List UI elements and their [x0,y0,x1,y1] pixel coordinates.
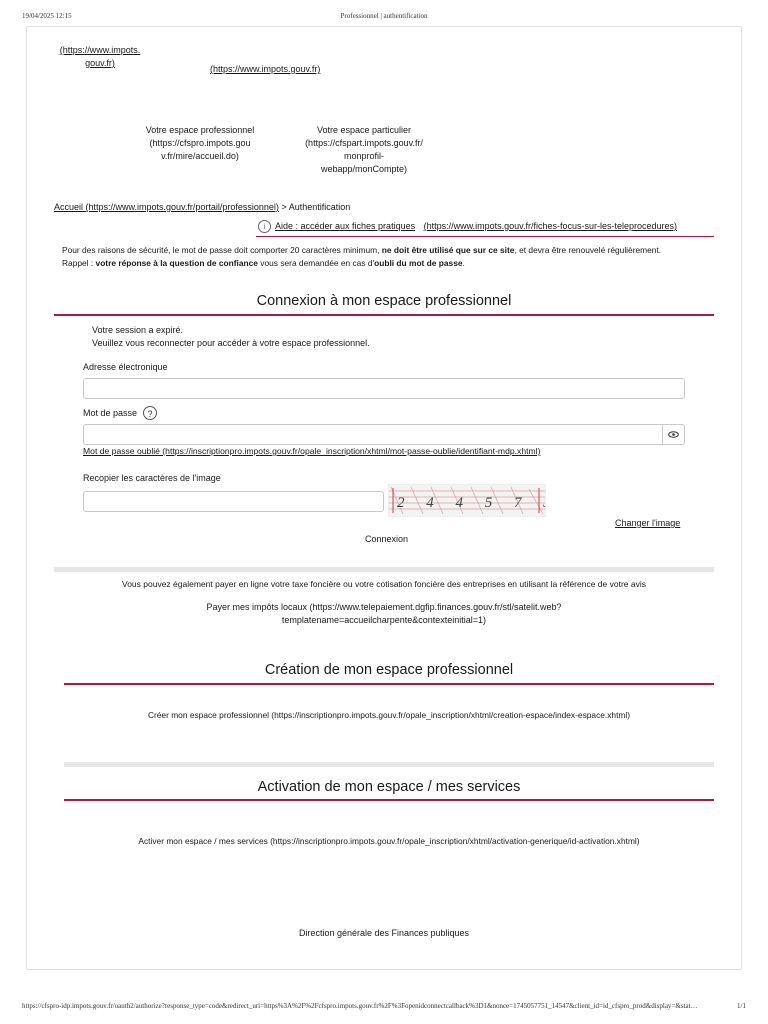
print-date: 19/04/2025 12:15 [22,12,72,20]
print-page-number: 1/1 [737,1002,746,1010]
info-icon: i [258,220,271,233]
payment-info: Vous pouvez également payer en ligne votre taxe foncière ou votre cotisation foncière des entreprises en utilisant la référence de votre avis [122,579,646,589]
captcha-graphic [389,485,545,516]
captcha-characters: 2 4 4 5 7 3 [397,495,545,511]
eye-icon [668,431,679,438]
activation-section-title: Activation de mon espace / mes services [257,779,521,795]
home-link[interactable]: (https://www.impots.gouv.fr) [210,64,321,74]
print-footer [0,1002,768,1012]
help-link-label[interactable]: Aide : accéder aux fiches pratiques [275,221,416,231]
pay-local-taxes-link[interactable]: Payer mes impôts locaux (https://www.telepaiement.dgfip.finances.gouv.fr/stl/satelit.web? templatename=accueilcharpente&contexteinitial=1) [206,602,562,625]
activate-space-link[interactable]: Activer mon espace / mes services (https://inscriptionpro.impots.gouv.fr/opale_inscription/xhtml/activation-generique/id-activation.xhtml) [138,836,640,846]
login-title-rule [54,314,714,316]
session-expired-message: Votre session a expiré. Veuillez vous reconnecter pour accéder à votre espace professionnel. [92,325,370,348]
activation-separator [64,762,714,767]
captcha-image [388,484,546,517]
creation-section-title: Création de mon espace professionnel [264,662,514,678]
forgot-password-link[interactable]: Mot de passe oublié (https://inscriptionpro.impots.gouv.fr/opale_inscription/xhtml/mot-passe-oublie/identifiant-mdp.xhtml) [83,446,541,456]
print-header [0,12,768,22]
connexion-button[interactable]: Connexion [365,534,409,544]
creation-title-rule [64,683,714,685]
security-notice: Pour des raisons de sécurité, le mot de passe doit comporter 20 caractères minimum, ne doit être utilisé que sur ce site, et devra être renouvelé régulièrement. Rappel : votre réponse à la question de confiance vous sera demandée en cas d'oubli du mot de passe. [62,245,662,268]
captcha-label: Recopier les caractères de l'image [83,473,221,483]
change-image-link[interactable]: Changer l'image [615,518,681,528]
breadcrumb-separator: > [281,202,287,212]
password-field[interactable] [83,424,663,445]
logo-link[interactable]: (https://www.impots. gouv.fr) [59,45,141,68]
activation-title-rule [64,799,714,801]
breadcrumb-home[interactable]: Accueil (https://www.impots.gouv.fr/portail/professionnel) [54,202,279,212]
email-field[interactable] [83,378,685,399]
print-doc-title: Professionnel | authentification [340,12,428,20]
help-underline [256,236,714,237]
help-link-url[interactable]: (https://www.impots.gouv.fr/fiches-focus-sur-les-teleprocedures) [423,221,678,231]
email-label: Adresse électronique [83,362,168,372]
show-password-button[interactable] [662,424,685,445]
breadcrumb-current: Authentification [288,202,351,212]
private-space-link[interactable]: Votre espace particulier (https://cfspart.impots.gouv.fr/ monprofil- webapp/monCompte) [305,125,423,174]
captcha-field[interactable] [83,491,384,512]
site-footer: Direction générale des Finances publiques [298,928,470,938]
payment-separator [54,567,714,572]
password-label: Mot de passe [83,408,138,418]
login-section-title: Connexion à mon espace professionnel [256,293,512,309]
password-help-icon[interactable]: ? [143,406,157,420]
help-link[interactable] [275,220,677,233]
create-space-link[interactable]: Créer mon espace professionnel (https://inscriptionpro.impots.gouv.fr/opale_inscription/xhtml/creation-espace/index-espace.xhtml) [147,710,631,720]
pro-space-link[interactable]: Votre espace professionnel (https://cfspro.impots.gou v.fr/mire/accueil.do) [145,125,255,161]
print-url: https://cfspro-idp.impots.gouv.fr/oauth2/authorize?response_type=code&redirect_uri=https%3A%2F%2Fcfspro.impots.gouv.fr%2F%3Fopenidconnectcallback%3D1&nonce=1745057751_14547&client_id=id_cfspro_prod&display=&stat… [22,1002,698,1010]
breadcrumb [54,201,350,214]
